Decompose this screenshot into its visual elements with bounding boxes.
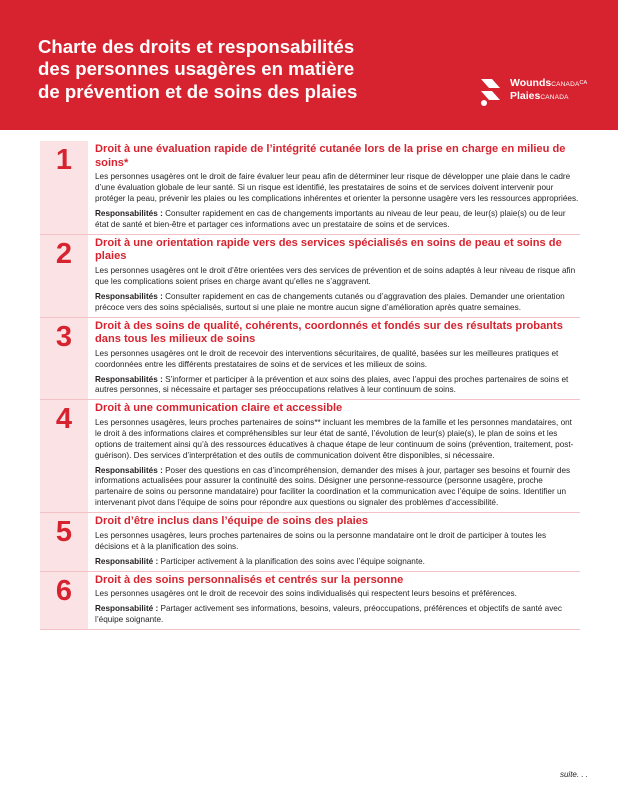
logo-wordmark-plaies	[510, 90, 569, 104]
responsibility-text: Poser des questions en cas d’incompréhension, demander des mises à jour, partager ses besoins et fournir des informations actualisées pour assurer la continuité des soins. Désigner une personne-ressource (personne usagère, proche partenaire de soins ou personne mandataire) pour faciliter la coordination et la communication avec l’équipe de soins. Identifier un intervenant pivot dans l’équipe de soins pour répondre aux questions ou signaler des problèmes d’accessibilité.	[95, 465, 571, 508]
logo-wordmark-wounds	[510, 77, 587, 91]
section-text: Les personnes usagères ont le droit de recevoir des soins individualisés qui respectent leurs besoins et préférences.	[95, 589, 517, 599]
number-band	[40, 572, 88, 629]
section-responsibility	[95, 466, 580, 510]
section-responsibility	[95, 292, 580, 314]
page-title	[38, 36, 458, 103]
section-title: Droit à une communication claire et accessible	[95, 402, 343, 415]
section-number: 3	[55, 320, 73, 353]
right-section-6	[40, 572, 580, 630]
section-responsibility	[95, 375, 580, 397]
page-title-line: des personnes usagères en matière	[38, 58, 355, 80]
section-number: 2	[55, 237, 73, 270]
responsibility-label: Responsabilités :	[95, 208, 163, 218]
logo-canada-text: CANADA	[551, 81, 580, 88]
header-banner	[0, 0, 618, 130]
section-number: 6	[55, 574, 73, 607]
responsibility-label: Responsabilités :	[95, 465, 163, 475]
section-responsibility	[95, 209, 580, 231]
responsibility-text: Consulter rapidement en cas de changements cutanés ou d’aggravation des plaies. Demander une orientation précoce vers des soins spécialisés, surtout si une plaie ne montre aucun signe d’amélioration après quatre semaines.	[95, 291, 565, 312]
section-body	[95, 143, 580, 231]
responsibility-label: Responsabilités :	[95, 374, 163, 384]
section-title: Droit à une évaluation rapide de l’intégrité cutanée lors de la prise en charge en milieu de soins*	[95, 143, 566, 169]
section-title: Droit à des soins personnalisés et centrés sur la personne	[95, 573, 404, 586]
right-section-2	[40, 235, 580, 318]
woundscanada-logo-icon	[478, 73, 504, 107]
right-section-5	[40, 513, 580, 571]
logo-canada-text-fr: CANADA	[540, 94, 569, 101]
section-title: Droit à des soins de qualité, cohérents, coordonnés et fondés sur des résultats probants dans tous les milieux de soins	[95, 319, 563, 346]
section-body	[95, 515, 580, 567]
responsibility-text: Consulter rapidement en cas de changements importants au niveau de leur peau, de leur(s) plaie(s) ou de leur état de santé et bien-être et partager ces informations avec un prestataire de soins et de services.	[95, 208, 566, 229]
responsibility-text: Participer activement à la planification des soins avec l’équipe soignante.	[160, 556, 425, 566]
section-body	[95, 402, 580, 509]
section-number: 5	[55, 516, 73, 549]
woundscanada-logo	[478, 73, 598, 109]
logo-wounds-text: Wounds	[510, 77, 552, 89]
section-text: Les personnes usagères, leurs proches partenaires de soins ou la personne mandataire ont le droit de participer à toutes les décisions et à la planification des soins.	[95, 530, 547, 551]
section-number: 1	[55, 144, 73, 176]
number-band	[40, 318, 88, 400]
section-body	[95, 320, 580, 397]
continued-indicator: suite. . .	[559, 770, 588, 779]
section-text: Les personnes usagères, leurs proches partenaires de soins** incluant les membres de la famille et les personnes mandataires, ont le droit à des informations claires et compréhensibles sur leur état de santé, l’évolution de leur(s) plaie(s), le plan de soins et les options de traitement ainsi qu’à des ressources éducatives à chaque étape de leur continuum de soins (prévention, traitement, post-guérison). Des services d’interprétation et des outils de communication doivent être disponibles, si nécessaire.	[95, 417, 574, 460]
responsibility-text: S’informer et participer à la prévention et aux soins des plaies, avec l’appui des proches partenaires de soins et autres personnes, si nécessaire et partager ses préoccupations relatives à leur continuum de soins.	[95, 374, 569, 395]
section-responsibility	[95, 557, 580, 568]
rights-list	[40, 141, 580, 630]
section-body	[95, 574, 580, 626]
page-title-line: de prévention et de soins des plaies	[38, 80, 358, 102]
number-band	[40, 400, 88, 512]
section-title: Droit à une orientation rapide vers des services spécialisés en soins de peau et soins de plaies	[95, 236, 562, 263]
section-text: Les personnes usagères ont le droit d’être orientées vers des services de prévention et de soins adaptés à leur niveau de risque afin que les complications soient prises en charge avant qu’elles ne s’aggravent.	[95, 265, 576, 286]
logo-ca-superscript: CA	[579, 80, 588, 86]
section-text: Les personnes usagères ont le droit de faire évaluer leur peau afin de déterminer leur risque de développer une plaie dans le cadre d’une évaluation globale de leur santé. Si un risque est identifié, les prestataires de soins et de services doivent intervenir pour protéger la peau, prévenir les plaies ou les complications inhérentes et orienter la personne usagère vers les ressources appropriées.	[95, 172, 579, 203]
number-band	[40, 235, 88, 317]
section-title: Droit d’être inclus dans l’équipe de soins des plaies	[95, 515, 369, 528]
section-responsibility	[95, 604, 580, 626]
logo-plaies-text: Plaies	[510, 90, 541, 102]
page-title-line: Charte des droits et responsabilités	[38, 36, 355, 57]
number-band	[40, 513, 88, 570]
responsibility-label: Responsabilité :	[95, 556, 159, 566]
responsibility-text: Partager activement ses informations, besoins, valeurs, préoccupations, préférences et objectifs de santé avec l’équipe soignante.	[95, 604, 562, 624]
number-band	[40, 141, 88, 234]
right-section-4	[40, 400, 580, 513]
right-section-1	[40, 141, 580, 235]
section-text: Les personnes usagères ont le droit de recevoir des interventions sécuritaires, de qualité, basées sur les meilleures pratiques et coordonnées entre les différents prestataires de soins et de services et les milieux de soins.	[95, 348, 559, 369]
responsibility-label: Responsabilité :	[95, 604, 159, 613]
section-body	[95, 237, 580, 314]
section-number: 4	[55, 403, 73, 436]
right-section-3	[40, 318, 580, 401]
responsibility-label: Responsabilités :	[95, 291, 163, 301]
